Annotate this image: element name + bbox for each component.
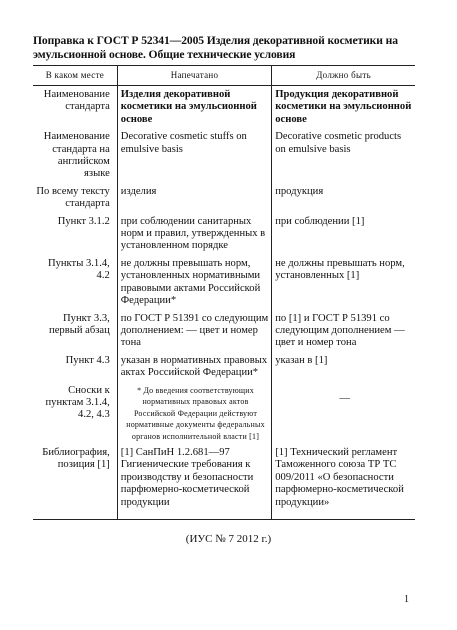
document-title: Поправка к ГОСТ Р 52341—2005 Изделия декоративной косметики на эмульсионной основе. Общие технические условия bbox=[33, 34, 398, 61]
table-row bbox=[33, 385, 415, 448]
cell-printed bbox=[117, 385, 271, 448]
table-row bbox=[33, 186, 415, 216]
cell-should-be: продукция bbox=[272, 186, 415, 216]
footnote-text: * До введения соответствующих нормативных правовых актов Российской Федерации действуют нормативные документы федеральных органов исполнительной власти [1] bbox=[126, 385, 265, 441]
cell-printed: не должны превышать норм, установленных нормативными правовыми актами Российской Федерации* bbox=[117, 258, 271, 313]
cell-should-be: Продукция декоративной косметики на эмульсионной основе bbox=[272, 86, 415, 132]
table-header-row bbox=[33, 66, 415, 86]
corrections-table bbox=[33, 65, 415, 520]
cell-should-be bbox=[272, 385, 415, 448]
table-row bbox=[33, 313, 415, 355]
table-row bbox=[33, 86, 415, 132]
cell-should-be: не должны превышать норм, установленных [1] bbox=[272, 258, 415, 313]
cell-where: Пункт 3.3, первый абзац bbox=[49, 312, 110, 336]
header-printed: Напечатано bbox=[117, 66, 271, 86]
ius-reference: (ИУС № 7 2012 г.) bbox=[185, 533, 272, 545]
cell-should-be: Decorative cosmetic products on emulsive basis bbox=[272, 131, 415, 186]
cell-printed: при соблюдении санитарных норм и правил, утвержденных в установленном порядке bbox=[117, 216, 271, 258]
cell-printed: Decorative cosmetic stuffs on emulsive basis bbox=[117, 131, 271, 186]
cell-should-be: указан в [1] bbox=[272, 355, 415, 385]
cell-where: Наименование стандарта bbox=[43, 89, 110, 113]
cell-should-be: при соблюдении [1] bbox=[272, 216, 415, 258]
header-where: В каком месте bbox=[33, 66, 117, 86]
cell-printed: [1] СанПиН 1.2.681—97 Гигиенические требования к производству и безопасности парфюмерно-косметической продукции bbox=[117, 447, 271, 520]
header-should-be: Должно быть bbox=[272, 66, 415, 86]
cell-should-be: [1] Технический регламент Таможенного союза ТР ТС 009/2011 «О безопасности парфюмерно-косметической продукции» bbox=[272, 447, 415, 520]
cell-where: Пункт 3.1.2 bbox=[57, 215, 110, 227]
dash-mark: — bbox=[339, 392, 350, 404]
table-row bbox=[33, 216, 415, 258]
cell-printed: указан в нормативных правовых актах Российской Федерации* bbox=[117, 355, 271, 385]
cell-printed: по ГОСТ Р 51391 со следующим дополнением: — цвет и номер тона bbox=[117, 313, 271, 355]
table-row bbox=[33, 131, 415, 186]
table-row bbox=[33, 355, 415, 385]
cell-where: Сноски к пунктам 3.1.4, 4.2, 4.3 bbox=[45, 384, 110, 421]
table-row bbox=[33, 447, 415, 520]
cell-printed: изделия bbox=[117, 186, 271, 216]
cell-where: Пункты 3.1.4, 4.2 bbox=[47, 257, 110, 282]
page-number: 1 bbox=[404, 594, 409, 605]
cell-where: По всему тексту стандарта bbox=[36, 185, 110, 210]
cell-where: Наименование стандарта на английском языке bbox=[43, 131, 110, 180]
cell-should-be: по [1] и ГОСТ Р 51391 со следующим дополнением — цвет и номер тона bbox=[272, 313, 415, 355]
cell-printed: Изделия декоративной косметики на эмульсионной основе bbox=[117, 86, 271, 132]
cell-where: Библиография, позиция [1] bbox=[33, 447, 117, 520]
table-row bbox=[33, 258, 415, 313]
cell-where: Пункт 4.3 bbox=[65, 354, 110, 366]
